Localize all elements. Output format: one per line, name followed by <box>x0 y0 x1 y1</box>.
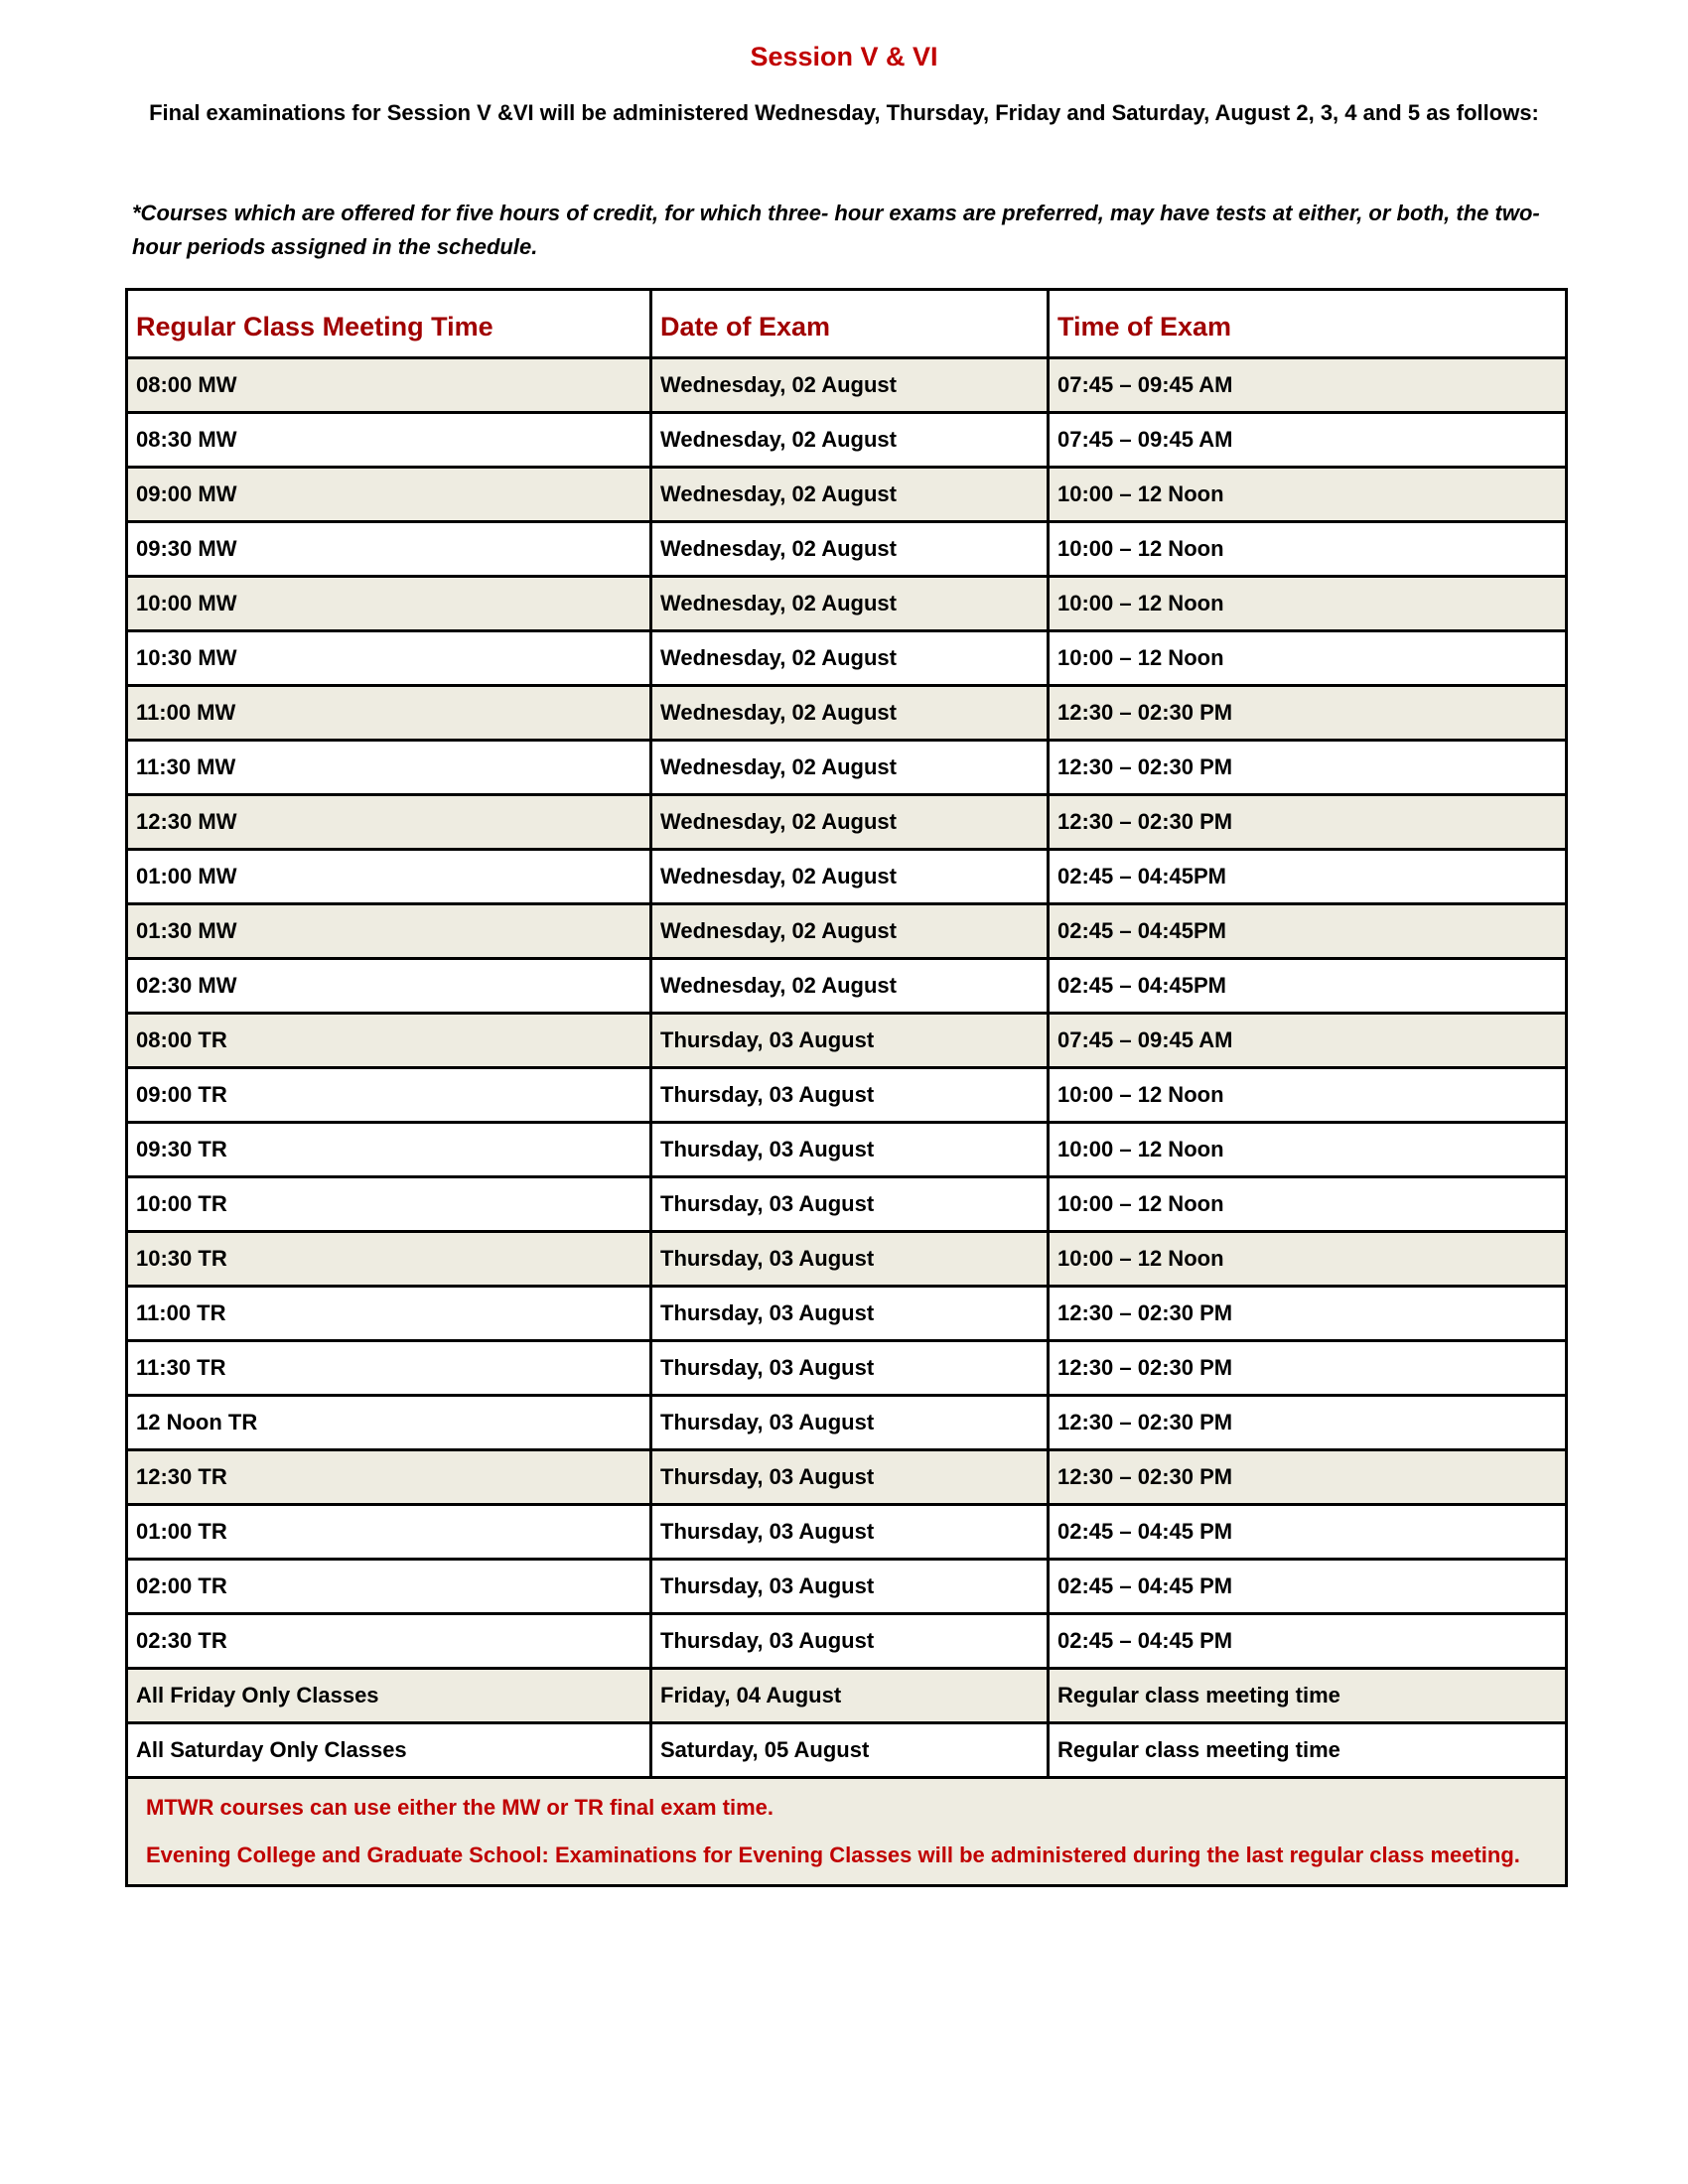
table-row <box>127 686 1567 741</box>
cell-class-meeting-time: 11:30 MW <box>127 741 651 795</box>
cell-time-of-exam: 02:45 – 04:45PM <box>1049 850 1567 904</box>
table-row <box>127 904 1567 959</box>
cell-class-meeting-time: 10:00 TR <box>127 1177 651 1232</box>
cell-class-meeting-time: 11:30 TR <box>127 1341 651 1396</box>
cell-time-of-exam: 12:30 – 02:30 PM <box>1049 1450 1567 1505</box>
cell-class-meeting-time: 08:00 MW <box>127 358 651 413</box>
table-row <box>127 1669 1567 1723</box>
cell-date-of-exam: Wednesday, 02 August <box>651 686 1049 741</box>
cell-date-of-exam: Thursday, 03 August <box>651 1396 1049 1450</box>
cell-date-of-exam: Wednesday, 02 August <box>651 358 1049 413</box>
table-row <box>127 413 1567 468</box>
cell-class-meeting-time: 08:30 MW <box>127 413 651 468</box>
cell-date-of-exam: Wednesday, 02 August <box>651 850 1049 904</box>
cell-class-meeting-time: 02:00 TR <box>127 1560 651 1614</box>
page-title: Session V & VI <box>750 42 938 71</box>
cell-time-of-exam: 10:00 – 12 Noon <box>1049 1068 1567 1123</box>
cell-date-of-exam: Thursday, 03 August <box>651 1505 1049 1560</box>
cell-date-of-exam: Thursday, 03 August <box>651 1287 1049 1341</box>
cell-date-of-exam: Wednesday, 02 August <box>651 522 1049 577</box>
cell-time-of-exam: 02:45 – 04:45PM <box>1049 959 1567 1014</box>
cell-date-of-exam: Wednesday, 02 August <box>651 577 1049 631</box>
table-row <box>127 358 1567 413</box>
table-row <box>127 1450 1567 1505</box>
table-row <box>127 1068 1567 1123</box>
cell-date-of-exam: Thursday, 03 August <box>651 1123 1049 1177</box>
cell-class-meeting-time: 01:00 TR <box>127 1505 651 1560</box>
cell-class-meeting-time: 09:00 TR <box>127 1068 651 1123</box>
cell-date-of-exam: Thursday, 03 August <box>651 1560 1049 1614</box>
cell-date-of-exam: Saturday, 05 August <box>651 1723 1049 1778</box>
table-row <box>127 850 1567 904</box>
cell-time-of-exam: Regular class meeting time <box>1049 1669 1567 1723</box>
cell-class-meeting-time: 12:30 TR <box>127 1450 651 1505</box>
cell-time-of-exam: 12:30 – 02:30 PM <box>1049 686 1567 741</box>
cell-date-of-exam: Wednesday, 02 August <box>651 741 1049 795</box>
cell-date-of-exam: Friday, 04 August <box>651 1669 1049 1723</box>
cell-date-of-exam: Wednesday, 02 August <box>651 413 1049 468</box>
cell-time-of-exam: 10:00 – 12 Noon <box>1049 1123 1567 1177</box>
cell-class-meeting-time: 09:00 MW <box>127 468 651 522</box>
cell-class-meeting-time: 10:00 MW <box>127 577 651 631</box>
table-row <box>127 741 1567 795</box>
cell-time-of-exam: 12:30 – 02:30 PM <box>1049 741 1567 795</box>
cell-date-of-exam: Wednesday, 02 August <box>651 795 1049 850</box>
table-row <box>127 1287 1567 1341</box>
cell-time-of-exam: 12:30 – 02:30 PM <box>1049 1287 1567 1341</box>
footer-note-evening: Evening College and Graduate School: Examinations for Evening Classes will be administered during the last regular class meeting. <box>146 1843 1520 1867</box>
table-header-row <box>127 290 1567 358</box>
cell-date-of-exam: Thursday, 03 August <box>651 1232 1049 1287</box>
table-row <box>127 1014 1567 1068</box>
table-row <box>127 1560 1567 1614</box>
table-row <box>127 468 1567 522</box>
exam-schedule-table <box>125 288 1568 1887</box>
cell-date-of-exam: Thursday, 03 August <box>651 1614 1049 1669</box>
header-date-of-exam: Date of Exam <box>651 290 1049 358</box>
cell-time-of-exam: 10:00 – 12 Noon <box>1049 522 1567 577</box>
cell-class-meeting-time: 09:30 MW <box>127 522 651 577</box>
table-row <box>127 1396 1567 1450</box>
cell-class-meeting-time: 10:30 TR <box>127 1232 651 1287</box>
cell-class-meeting-time: 11:00 TR <box>127 1287 651 1341</box>
cell-class-meeting-time: 01:00 MW <box>127 850 651 904</box>
cell-class-meeting-time: 12:30 MW <box>127 795 651 850</box>
cell-time-of-exam: 10:00 – 12 Noon <box>1049 577 1567 631</box>
cell-time-of-exam: 07:45 – 09:45 AM <box>1049 358 1567 413</box>
cell-time-of-exam: 10:00 – 12 Noon <box>1049 468 1567 522</box>
intro-paragraph: Final examinations for Session V &VI will be administered Wednesday, Thursday, Friday and Saturday, August 2, 3, 4 and 5 as follows: <box>149 100 1539 125</box>
table-row <box>127 1341 1567 1396</box>
cell-class-meeting-time: 10:30 MW <box>127 631 651 686</box>
footer-notes <box>127 1778 1567 1886</box>
cell-time-of-exam: 07:45 – 09:45 AM <box>1049 1014 1567 1068</box>
cell-date-of-exam: Wednesday, 02 August <box>651 468 1049 522</box>
cell-class-meeting-time: 09:30 TR <box>127 1123 651 1177</box>
table-row <box>127 1232 1567 1287</box>
table-row <box>127 1123 1567 1177</box>
table-body <box>127 358 1567 1778</box>
cell-time-of-exam: 10:00 – 12 Noon <box>1049 631 1567 686</box>
table-row <box>127 522 1567 577</box>
table-row <box>127 795 1567 850</box>
cell-class-meeting-time: 02:30 TR <box>127 1614 651 1669</box>
table-row <box>127 959 1567 1014</box>
table-row <box>127 1614 1567 1669</box>
cell-time-of-exam: 12:30 – 02:30 PM <box>1049 1341 1567 1396</box>
cell-class-meeting-time: 01:30 MW <box>127 904 651 959</box>
cell-date-of-exam: Thursday, 03 August <box>651 1341 1049 1396</box>
cell-time-of-exam: 02:45 – 04:45PM <box>1049 904 1567 959</box>
cell-time-of-exam: 02:45 – 04:45 PM <box>1049 1560 1567 1614</box>
credit-note: *Courses which are offered for five hours of credit, for which three- hour exams are preferred, may have tests at either, or both, the two- hour periods assigned in the schedule. <box>132 201 1540 259</box>
cell-date-of-exam: Thursday, 03 August <box>651 1014 1049 1068</box>
cell-time-of-exam: 10:00 – 12 Noon <box>1049 1232 1567 1287</box>
cell-time-of-exam: 12:30 – 02:30 PM <box>1049 795 1567 850</box>
cell-time-of-exam: 02:45 – 04:45 PM <box>1049 1614 1567 1669</box>
header-time-of-exam: Time of Exam <box>1049 290 1567 358</box>
cell-time-of-exam: 10:00 – 12 Noon <box>1049 1177 1567 1232</box>
table-row <box>127 1177 1567 1232</box>
cell-date-of-exam: Wednesday, 02 August <box>651 904 1049 959</box>
table-row <box>127 1723 1567 1778</box>
cell-class-meeting-time: 02:30 MW <box>127 959 651 1014</box>
header-regular-class-meeting-time: Regular Class Meeting Time <box>127 290 651 358</box>
cell-date-of-exam: Wednesday, 02 August <box>651 631 1049 686</box>
cell-class-meeting-time: All Friday Only Classes <box>127 1669 651 1723</box>
cell-date-of-exam: Thursday, 03 August <box>651 1450 1049 1505</box>
cell-class-meeting-time: 11:00 MW <box>127 686 651 741</box>
cell-time-of-exam: Regular class meeting time <box>1049 1723 1567 1778</box>
cell-time-of-exam: 07:45 – 09:45 AM <box>1049 413 1567 468</box>
cell-class-meeting-time: All Saturday Only Classes <box>127 1723 651 1778</box>
cell-class-meeting-time: 12 Noon TR <box>127 1396 651 1450</box>
cell-date-of-exam: Thursday, 03 August <box>651 1177 1049 1232</box>
cell-class-meeting-time: 08:00 TR <box>127 1014 651 1068</box>
footer-note-mtwr: MTWR courses can use either the MW or TR final exam time. <box>146 1795 774 1820</box>
cell-time-of-exam: 02:45 – 04:45 PM <box>1049 1505 1567 1560</box>
cell-time-of-exam: 12:30 – 02:30 PM <box>1049 1396 1567 1450</box>
footer-row <box>127 1778 1567 1886</box>
table-row <box>127 577 1567 631</box>
cell-date-of-exam: Thursday, 03 August <box>651 1068 1049 1123</box>
cell-date-of-exam: Wednesday, 02 August <box>651 959 1049 1014</box>
table-row <box>127 631 1567 686</box>
table-row <box>127 1505 1567 1560</box>
